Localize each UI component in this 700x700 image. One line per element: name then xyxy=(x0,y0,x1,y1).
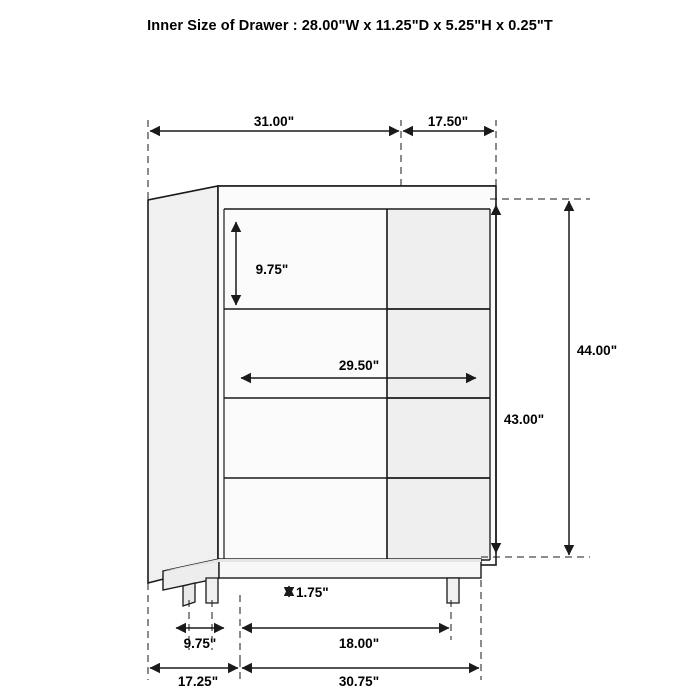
drawer-panel-shade-4 xyxy=(388,479,489,559)
page-title: Inner Size of Drawer : 28.00"W x 11.25"D x 5.25"H x 0.25"T xyxy=(147,18,553,34)
drawer-panel-shade-3 xyxy=(388,399,489,477)
foot-front-left xyxy=(206,578,218,603)
label-base-inner-width: 18.00" xyxy=(338,636,380,651)
label-case-height: 43.00" xyxy=(503,412,545,427)
label-top-side-depth: 17.50" xyxy=(427,114,469,129)
label-drawer-face-height: 9.75" xyxy=(255,262,289,277)
chest-left-side xyxy=(148,186,218,583)
chest-illustration xyxy=(148,186,496,606)
label-base-depth: 17.25" xyxy=(177,674,219,689)
drawer-panel-shade-1 xyxy=(388,210,489,308)
label-base-width: 30.75" xyxy=(338,674,380,689)
label-plinth-height: 1.75" xyxy=(296,585,329,600)
label-total-height: 44.00" xyxy=(576,343,618,358)
label-foot-inset: 9.75" xyxy=(183,636,217,651)
drawer-panel-shade-2 xyxy=(388,310,489,397)
foot-front-right xyxy=(447,578,459,603)
label-drawer-face-width: 29.50" xyxy=(338,358,380,373)
label-top-front-width: 31.00" xyxy=(253,114,295,129)
